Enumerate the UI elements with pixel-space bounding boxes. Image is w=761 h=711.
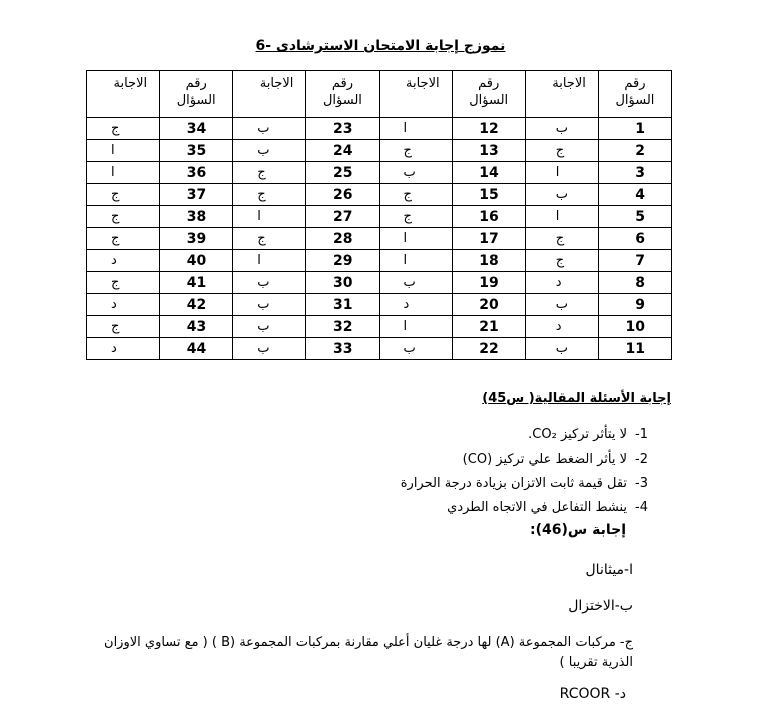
essay-answer-4	[447, 500, 648, 515]
essay-answer-number: 1-	[635, 427, 648, 442]
essay-section-title: إجابة الأسئلة المقالية( س45)	[482, 391, 671, 406]
header-question-number	[598, 71, 671, 118]
answer-letter: ج	[87, 118, 160, 140]
question-number: 30	[306, 272, 379, 294]
essay-answer-number: 2-	[635, 452, 648, 467]
answer-letter: د	[525, 316, 598, 338]
header-question-number	[452, 71, 525, 118]
answer-letter: ا	[379, 250, 452, 272]
question-number: 22	[452, 338, 525, 360]
question-number: 29	[306, 250, 379, 272]
question-number: 43	[160, 316, 233, 338]
table-row	[87, 294, 672, 316]
question-number: 40	[160, 250, 233, 272]
question-number: 11	[598, 338, 671, 360]
answer-letter: د	[87, 250, 160, 272]
answer-letter: د	[87, 338, 160, 360]
answer-table	[86, 70, 672, 360]
question-number: 17	[452, 228, 525, 250]
question-number: 18	[452, 250, 525, 272]
header-question-label: رقم	[331, 76, 354, 91]
q46-answer-b: ب-الاختزال	[568, 598, 633, 614]
answer-letter: ج	[525, 140, 598, 162]
header-answer: الاجابة	[525, 71, 598, 118]
question-number: 32	[306, 316, 379, 338]
question-number: 23	[306, 118, 379, 140]
answer-letter: ا	[233, 250, 306, 272]
answer-letter: ا	[379, 228, 452, 250]
header-question-label-2: السؤال	[469, 93, 509, 108]
header-question-label-2: السؤال	[322, 93, 362, 108]
question-number: 37	[160, 184, 233, 206]
answer-letter: ج	[87, 206, 160, 228]
question-number: 1	[598, 118, 671, 140]
question-number: 10	[598, 316, 671, 338]
table-row	[87, 140, 672, 162]
question-number: 6	[598, 228, 671, 250]
answer-letter: ب	[233, 316, 306, 338]
question-number: 35	[160, 140, 233, 162]
answer-letter: ا	[233, 206, 306, 228]
q46-answer-c: ج- مركبات المجموعة (A) لها درجة غليان أعلي مقارنة بمركبات المجموعة (B ) ( مع تساوي الاوزان الذرية تقريبا )	[104, 635, 633, 670]
essay-answer-text: تقل قيمة ثابت الاتزان بزيادة درجة الحرارة	[400, 476, 628, 491]
answer-letter: ب	[525, 338, 598, 360]
question-number: 39	[160, 228, 233, 250]
question-number: 34	[160, 118, 233, 140]
q46-answer-a: ا-ميثانال	[585, 562, 633, 578]
question-number: 7	[598, 250, 671, 272]
answer-letter: ب	[233, 118, 306, 140]
answer-letter: ا	[525, 162, 598, 184]
header-question-number	[160, 71, 233, 118]
answer-letter: ب	[525, 184, 598, 206]
answer-letter: ب	[233, 338, 306, 360]
question-number: 14	[452, 162, 525, 184]
essay-answer-3	[401, 476, 648, 491]
question-number: 5	[598, 206, 671, 228]
question-number: 16	[452, 206, 525, 228]
answer-letter: ج	[233, 228, 306, 250]
table-row	[87, 184, 672, 206]
answer-letter: ج	[379, 184, 452, 206]
essay-answer-text: لا يتأثر تركيز CO₂.	[528, 427, 628, 442]
table-row	[87, 250, 672, 272]
question-number: 13	[452, 140, 525, 162]
header-answer: الاجابة	[87, 71, 160, 118]
answer-letter: ب	[379, 162, 452, 184]
question-number: 41	[160, 272, 233, 294]
table-row	[87, 118, 672, 140]
question-number: 9	[598, 294, 671, 316]
answer-letter: ب	[233, 294, 306, 316]
essay-answer-text: ينشط التفاعل في الاتجاه الطردي	[447, 500, 628, 515]
essay-answer-text: لا يأثر الضغط علي تركيز (CO)	[462, 452, 628, 467]
question-number: 20	[452, 294, 525, 316]
header-question-label: رقم	[624, 76, 646, 91]
table-row	[87, 272, 672, 294]
essay-answer-number: 3-	[635, 476, 648, 491]
question-number: 33	[306, 338, 379, 360]
answer-letter: ج	[233, 184, 306, 206]
table-row	[87, 206, 672, 228]
header-question-label-2: السؤال	[176, 93, 216, 108]
answer-letter: ب	[233, 140, 306, 162]
answer-letter: ج	[525, 228, 598, 250]
table-row	[87, 338, 672, 360]
answer-letter: ب	[379, 272, 452, 294]
answer-letter: د	[379, 294, 452, 316]
question-number: 12	[452, 118, 525, 140]
answer-letter: ب	[525, 118, 598, 140]
header-question-number	[306, 71, 379, 118]
question-number: 44	[160, 338, 233, 360]
table-header-row	[87, 71, 672, 118]
table-row	[87, 316, 672, 338]
table-row	[87, 162, 672, 184]
answer-letter: ا	[87, 140, 160, 162]
question-number: 24	[306, 140, 379, 162]
header-answer: الاجابة	[379, 71, 452, 118]
header-answer: الاجابة	[233, 71, 306, 118]
answer-letter: ج	[379, 140, 452, 162]
header-question-label-2: السؤال	[615, 93, 655, 108]
header-question-label: رقم	[478, 76, 500, 91]
header-question-label: رقم	[185, 76, 207, 91]
q46-title: إجابة س(46):	[530, 522, 626, 538]
answer-letter: ج	[379, 206, 452, 228]
question-number: 26	[306, 184, 379, 206]
question-number: 15	[452, 184, 525, 206]
essay-answer-2	[463, 452, 648, 467]
question-number: 36	[160, 162, 233, 184]
question-number: 42	[160, 294, 233, 316]
table-row	[87, 228, 672, 250]
answer-letter: ا	[525, 206, 598, 228]
question-number: 4	[598, 184, 671, 206]
question-number: 2	[598, 140, 671, 162]
answer-letter: ا	[87, 162, 160, 184]
page-title: نموزج إجابة الامتحان الاسترشادى -6	[255, 38, 506, 54]
answer-letter: ا	[379, 316, 452, 338]
question-number: 25	[306, 162, 379, 184]
answer-letter: ب	[379, 338, 452, 360]
answer-letter: د	[525, 272, 598, 294]
answer-letter: ج	[87, 316, 160, 338]
question-number: 31	[306, 294, 379, 316]
answer-letter: ب	[525, 294, 598, 316]
essay-answer-number: 4-	[635, 500, 648, 515]
question-number: 38	[160, 206, 233, 228]
question-number: 19	[452, 272, 525, 294]
question-number: 8	[598, 272, 671, 294]
answer-letter: ج	[525, 250, 598, 272]
answer-letter: د	[87, 294, 160, 316]
q46-answer-d: د- RCOOR	[559, 686, 626, 702]
question-number: 27	[306, 206, 379, 228]
question-number: 21	[452, 316, 525, 338]
answer-letter: ب	[233, 272, 306, 294]
question-number: 3	[598, 162, 671, 184]
answer-letter: ج	[87, 272, 160, 294]
answer-letter: ج	[87, 228, 160, 250]
answer-letter: ج	[87, 184, 160, 206]
question-number: 28	[306, 228, 379, 250]
answer-letter: ج	[233, 162, 306, 184]
answer-letter: ا	[379, 118, 452, 140]
essay-answer-1	[528, 427, 648, 442]
